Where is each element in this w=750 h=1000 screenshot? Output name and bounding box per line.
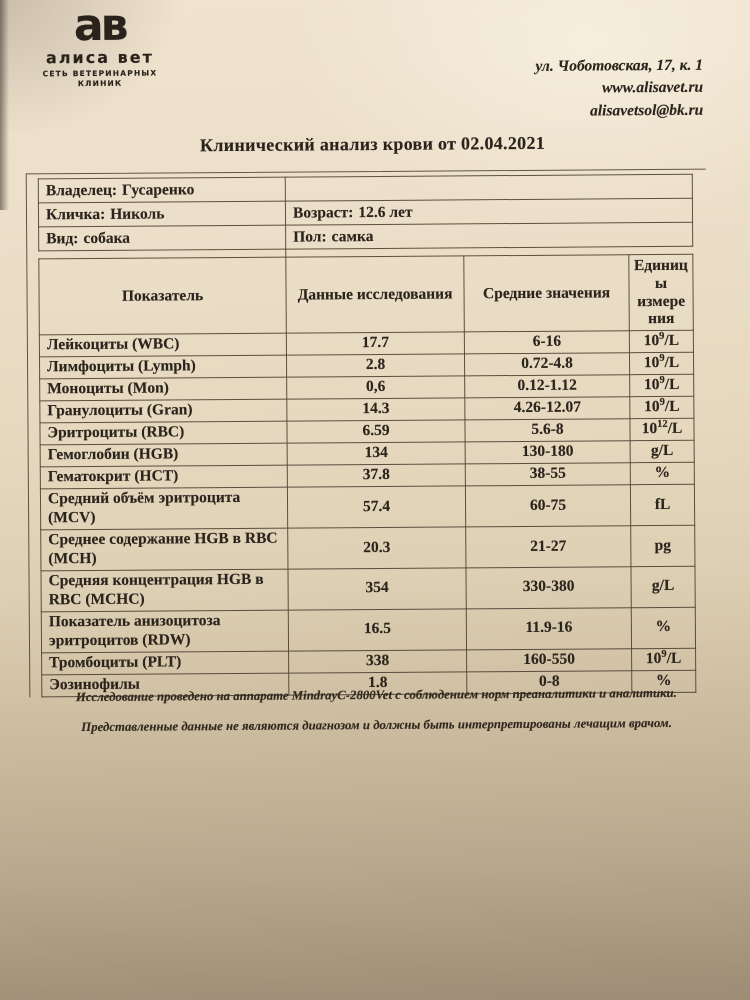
pet-name-value: Николь	[110, 204, 165, 223]
unit-cell: fL	[630, 485, 694, 526]
owner-label: Владелец:	[45, 181, 118, 199]
result-row	[41, 525, 695, 570]
clinic-website: www.alisavet.ru	[602, 79, 704, 97]
unit-cell: %	[632, 670, 696, 692]
value-cell: 354	[288, 568, 466, 610]
indicator-cell: Тромбоциты (PLT)	[42, 651, 289, 675]
indicator-cell: Гранулоциты (Gran)	[40, 399, 287, 423]
species-label: Вид:	[46, 229, 79, 247]
range-cell: 6-16	[464, 331, 629, 354]
patient-info-table	[38, 174, 693, 252]
value-cell: 2.8	[286, 354, 464, 377]
sex-cell	[286, 222, 693, 249]
value-cell: 1.8	[289, 671, 467, 694]
species-value: собака	[83, 229, 131, 247]
unit-cell: g/L	[631, 566, 695, 607]
unit-cell: %	[630, 463, 694, 485]
indicator-cell: Эозинофилы	[42, 673, 289, 697]
range-cell: 5.6-8	[465, 419, 630, 442]
value-cell: 20.3	[288, 527, 466, 569]
empty-cell	[285, 174, 692, 201]
results-header-row	[39, 254, 694, 335]
age-label: Возраст:	[292, 203, 354, 222]
indicator-cell: Гемоглобин (HGB)	[40, 443, 287, 467]
result-row	[40, 485, 694, 530]
tables-container	[26, 169, 710, 697]
logo-name: алиса вет	[45, 47, 154, 68]
unit-cell: pg	[631, 525, 695, 566]
alisa-vet-logo	[35, 0, 166, 88]
range-cell: 130-180	[465, 441, 630, 464]
analyzer-note: Исследование проведено на аппарате MindrayC-2800Vet с соблюдением норм преаналитики и аналитики.	[75, 685, 677, 705]
results-table-body	[39, 331, 696, 697]
range-cell: 11.9-16	[466, 607, 631, 649]
unit-cell: $10^9/L$	[629, 353, 693, 375]
logo-mark-icon: ав	[73, 0, 126, 52]
clinic-address-block	[535, 55, 703, 124]
value-cell: 37.8	[287, 464, 465, 487]
range-cell: 4.26-12.07	[465, 397, 630, 420]
indicator-cell: Эритроциты (RBC)	[40, 421, 287, 445]
result-row	[41, 566, 695, 611]
sex-value: самка	[331, 227, 374, 245]
indicator-cell: Лимфоциты (Lymph)	[39, 355, 286, 379]
unit-cell: $10^9/L$	[630, 375, 694, 397]
header-range: Средние значения	[464, 255, 630, 332]
sex-label: Пол:	[293, 227, 327, 246]
header-value: Данные исследования	[286, 256, 465, 333]
unit-cell: $10^9/L$	[629, 331, 693, 353]
value-cell: 0,6	[287, 376, 465, 399]
value-cell: 6.59	[287, 420, 465, 443]
pet-name-label: Кличка:	[45, 205, 106, 223]
indicator-cell: Лейкоциты (WBC)	[39, 333, 286, 357]
range-cell: 330-380	[466, 567, 631, 609]
footer-notes	[1, 685, 750, 750]
value-cell: 57.4	[287, 486, 465, 528]
unit-cell: %	[631, 607, 695, 648]
owner-value: Гусаренко	[121, 180, 195, 199]
range-cell: 21-27	[466, 526, 631, 568]
species-cell	[39, 225, 286, 251]
unit-cell: $10^9/L$	[630, 397, 694, 419]
range-cell: 0.72-4.8	[464, 353, 629, 376]
header-indicator: Показатель	[39, 257, 287, 335]
range-cell: 0-8	[467, 670, 632, 693]
header-unit: Единицы измерения	[629, 254, 694, 331]
value-cell: 14.3	[287, 398, 465, 421]
owner-cell	[38, 177, 285, 203]
unit-cell: g/L	[630, 441, 694, 463]
logo-tagline: СЕТЬ ВЕТЕРИНАРНЫХ КЛИНИК	[42, 68, 158, 88]
age-cell	[285, 198, 692, 225]
unit-cell: $10^9/L$	[632, 648, 696, 670]
age-value: 12.6 лет	[358, 203, 413, 221]
report-title: Клинический анализ крови от 02.04.2021	[199, 132, 546, 156]
range-cell: 38-55	[465, 463, 630, 486]
indicator-cell: Гематокрит (HCT)	[40, 465, 287, 489]
range-cell: 60-75	[465, 485, 630, 527]
pet-name-cell	[38, 201, 285, 227]
indicator-cell: Средний объём эритроцита (MCV)	[40, 487, 287, 530]
indicator-cell: Средняя концентрация HGB в RBC (MCHC)	[41, 569, 288, 612]
result-row	[41, 607, 695, 652]
indicator-cell: Показатель анизоцитоза эритроцитов (RDW)	[41, 610, 288, 653]
clinic-email: alisavetsol@bk.ru	[589, 101, 704, 120]
disclaimer-note: Представленные данные не являются диагнозом и должны быть интерпретированы лечащим врачом.	[81, 715, 672, 735]
value-cell: 134	[287, 442, 465, 465]
range-cell: 0.12-1.12	[465, 375, 630, 398]
range-cell: 160-550	[467, 648, 632, 671]
value-cell: 16.5	[288, 609, 466, 651]
unit-cell: $10^{12}/L$	[630, 419, 694, 441]
indicator-cell: Моноциты (Mon)	[40, 377, 287, 401]
value-cell: 338	[289, 649, 467, 672]
clinic-address: ул. Чоботовская, 17, к. 1	[535, 56, 704, 75]
value-cell: 17.7	[286, 332, 464, 355]
indicator-cell: Среднее содержание HGB в RBC (MCH)	[41, 528, 288, 571]
results-table	[38, 254, 696, 697]
